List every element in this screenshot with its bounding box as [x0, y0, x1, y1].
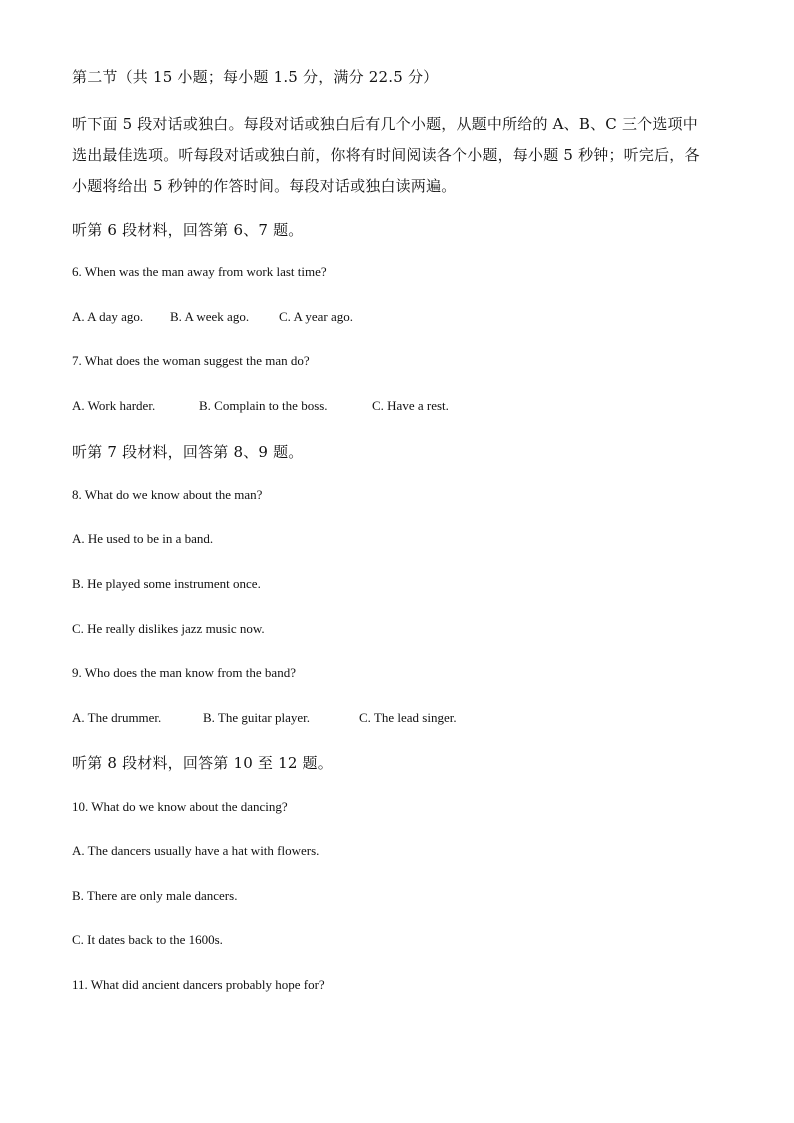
q10-option-b: B. There are only male dancers.	[72, 888, 238, 903]
instructions-line-2: 选出最佳选项。听每段对话或独白前，你将有时间阅读各个小题，每小题 5 秒钟；听完后，各	[72, 146, 700, 164]
question-8: 8. What do we know about the man?	[72, 487, 263, 502]
question-9: 9. Who does the man know from the band?	[72, 665, 296, 680]
question-6: 6. When was the man away from work last time?	[72, 264, 327, 279]
question-10: 10. What do we know about the dancing?	[72, 799, 288, 814]
q7-option-c: C. Have a rest.	[372, 398, 449, 413]
instructions-line-1: 听下面 5 段对话或独白。每段对话或独白后有几个小题，从题中所给的 A、B、C 三个选项中	[72, 115, 698, 133]
q7-option-a: A. Work harder.	[72, 398, 156, 413]
q6-option-b: B. A week ago.	[170, 309, 250, 324]
q7-option-b: B. Complain to the boss.	[199, 398, 328, 413]
q8-option-c: C. He really dislikes jazz music now.	[72, 621, 265, 636]
q8-option-a: A. He used to be in a band.	[72, 531, 214, 546]
section-heading: 第二节（共 15 小题；每小题 1.5 分，满分 22.5 分）	[72, 68, 439, 86]
material-8-heading: 听第 8 段材料，回答第 10 至 12 题。	[72, 754, 333, 772]
instructions-line-3: 小题将给出 5 秒钟的作答时间。每段对话或独白读两遍。	[72, 177, 457, 195]
question-7: 7. What does the woman suggest the man do?	[72, 353, 310, 368]
q6-option-c: C. A year ago.	[279, 309, 354, 324]
q10-option-a: A. The dancers usually have a hat with flowers.	[72, 843, 320, 858]
q9-option-a: A. The drummer.	[72, 710, 162, 725]
q6-option-a: A. A day ago.	[72, 309, 144, 324]
material-7-heading: 听第 7 段材料，回答第 8、9 题。	[72, 443, 304, 461]
q9-option-c: C. The lead singer.	[359, 710, 457, 725]
question-11: 11. What did ancient dancers probably hope for?	[72, 977, 325, 992]
q10-option-c: C. It dates back to the 1600s.	[72, 932, 223, 947]
material-6-heading: 听第 6 段材料，回答第 6、7 题。	[72, 221, 304, 239]
q9-option-b: B. The guitar player.	[203, 710, 310, 725]
q8-option-b: B. He played some instrument once.	[72, 576, 261, 591]
